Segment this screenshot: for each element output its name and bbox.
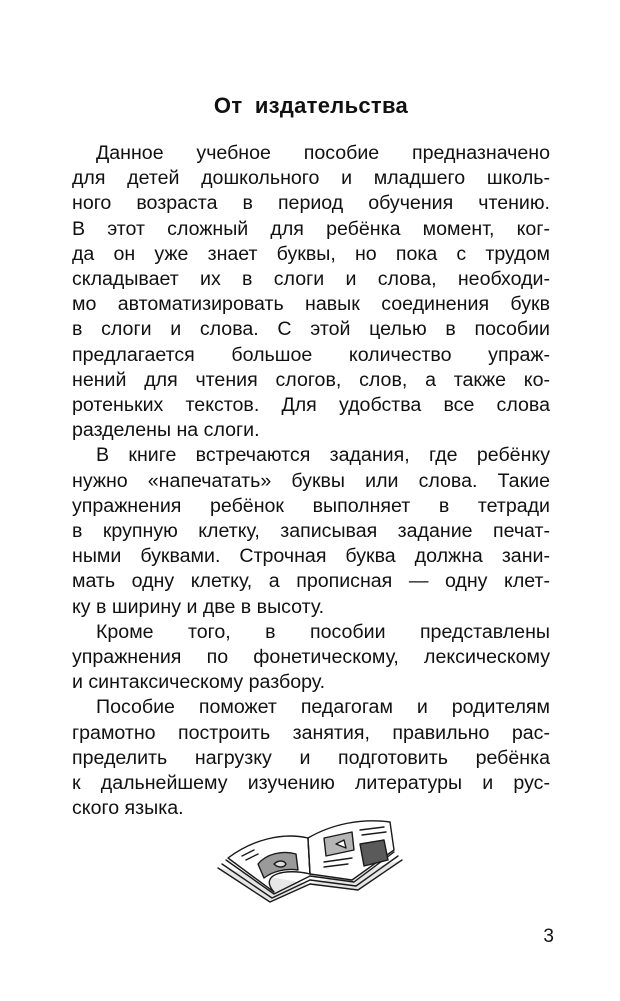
text-line: в слоги и слова. С этой целью в пособии <box>72 318 550 341</box>
text-line: в крупную клетку, записывая задание печат- <box>72 520 550 543</box>
paragraph-2 <box>72 443 550 619</box>
text-line: нужно «напечатать» буквы или слова. Такие <box>72 469 550 492</box>
text-line: ротеньких текстов. Для удобства все слова <box>72 394 550 417</box>
text-line: да он уже знает буквы, но пока с трудом <box>72 242 550 265</box>
text-line: ского языка. <box>72 797 184 820</box>
text-line: В книге встречаются задания, где ребёнку <box>96 444 550 467</box>
text-line: ку в ширину и две в высоту. <box>72 595 325 618</box>
page-number: 3 <box>543 926 554 947</box>
paragraph-3 <box>72 620 550 696</box>
paragraph-1 <box>72 141 550 443</box>
text-line: Кроме того, в пособии представлены <box>96 620 550 643</box>
text-line: Пособие поможет педагогам и родителям <box>96 696 550 719</box>
text-line: мать одну клетку, а прописная — одну клет- <box>72 570 550 593</box>
text-line: мо автоматизировать навык соединения букв <box>72 293 550 316</box>
text-line: пределить нагрузку и подготовить ребёнка <box>72 746 550 769</box>
text-line: грамотно построить занятия, правильно рас- <box>72 721 550 744</box>
text-line: ного возраста в период обучения чтению. <box>72 192 550 215</box>
text-line: В этот сложный для ребёнка момент, ког- <box>72 217 550 240</box>
page-title: От издательства <box>213 93 409 118</box>
paragraph-4 <box>72 695 550 821</box>
text-line: для детей дошкольного и младшего школь- <box>72 167 550 190</box>
open-book-icon <box>212 810 408 908</box>
text-line: складывает их в слоги и слова, необходи- <box>72 268 550 291</box>
text-line: нений для чтения слогов, слов, а также ко- <box>72 368 550 391</box>
text-line: разделены на слоги. <box>72 419 260 442</box>
text-line: упражнения по фонетическому, лексическому <box>72 646 550 669</box>
text-line: ными буквами. Строчная буква должна зани- <box>72 545 550 568</box>
text-line: предлагается большое количество упраж- <box>72 343 550 366</box>
text-line: к дальнейшему изучению литературы и рус- <box>72 772 550 795</box>
text-line: упражнения ребёнок выполняет в тетради <box>72 494 550 517</box>
body-text <box>72 141 550 821</box>
text-line: Данное учебное пособие предназначено <box>96 142 550 164</box>
text-line: и синтаксическому разбору. <box>72 671 326 694</box>
